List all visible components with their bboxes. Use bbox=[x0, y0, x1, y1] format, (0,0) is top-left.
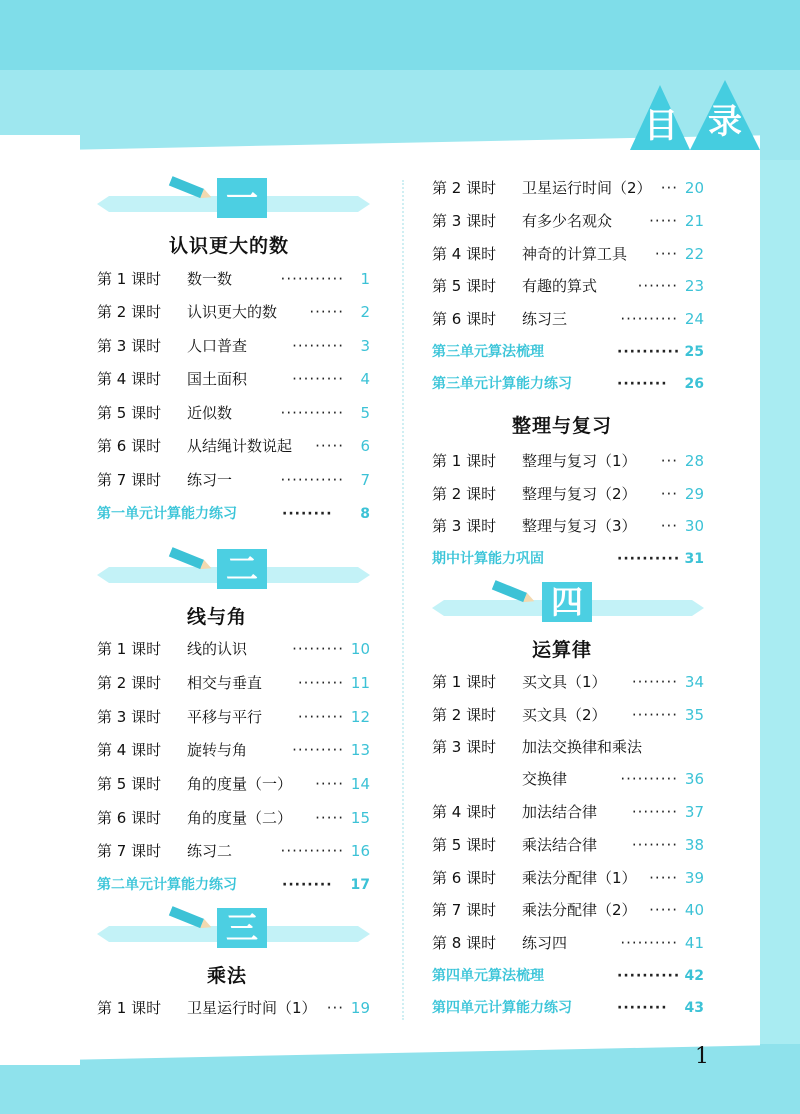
toc-entry[interactable] bbox=[432, 274, 704, 298]
summary-title: 第三单元计算能力练习 bbox=[432, 376, 572, 392]
lesson-title: 乘法分配律（1） bbox=[522, 869, 637, 887]
unit-number: 三 bbox=[217, 908, 267, 948]
lesson-label: 第 1 课时 bbox=[432, 673, 497, 691]
page-ref: 35 bbox=[684, 706, 704, 724]
page-ref: 3 bbox=[360, 337, 370, 355]
lesson-title: 加法交换律和乘法 bbox=[522, 738, 643, 756]
lesson-label: 第 3 课时 bbox=[432, 738, 497, 756]
summary-title: 第二单元计算能力练习 bbox=[97, 877, 237, 893]
unit-banner-1 bbox=[97, 179, 370, 217]
toc-entry[interactable] bbox=[97, 772, 370, 796]
toc-entry[interactable] bbox=[97, 637, 370, 661]
unit-banner-4 bbox=[432, 583, 704, 621]
lesson-label: 第 4 课时 bbox=[97, 370, 162, 388]
page-ref: 20 bbox=[684, 179, 704, 197]
toc-title-char-2: 录 bbox=[708, 102, 742, 142]
lesson-title: 买文具（1） bbox=[522, 673, 607, 691]
leader-dots: ··· bbox=[660, 179, 678, 197]
toc-entry[interactable] bbox=[432, 307, 704, 331]
toc-entry[interactable] bbox=[97, 996, 370, 1020]
toc-title-char-1: 目 bbox=[644, 106, 678, 146]
leader-dots: ········· bbox=[292, 370, 344, 388]
page-ref: 13 bbox=[350, 741, 370, 759]
lesson-label: 第 2 课时 bbox=[432, 179, 497, 197]
lesson-title: 练习一 bbox=[187, 471, 233, 489]
right-column bbox=[432, 0, 704, 1114]
lesson-title: 乘法结合律 bbox=[522, 836, 598, 854]
leader-dots: ··········· bbox=[280, 471, 344, 489]
page-ref: 30 bbox=[684, 517, 704, 535]
lesson-title: 练习二 bbox=[187, 842, 233, 860]
unit-banner-3 bbox=[97, 909, 370, 947]
page-ref: 34 bbox=[684, 673, 704, 691]
leader-dots: ······ bbox=[309, 303, 344, 321]
lesson-label: 第 6 课时 bbox=[432, 310, 497, 328]
leader-dots: ·········· bbox=[617, 968, 681, 984]
page-ref: 24 bbox=[684, 310, 704, 328]
page-number: 1 bbox=[695, 1044, 709, 1069]
leader-dots: ·········· bbox=[620, 934, 678, 952]
lesson-label: 第 3 课时 bbox=[432, 517, 497, 535]
leader-dots: ········ bbox=[631, 706, 678, 724]
lesson-label: 第 4 课时 bbox=[432, 803, 497, 821]
toc-entry[interactable] bbox=[97, 300, 370, 324]
leader-dots: ········ bbox=[617, 376, 668, 392]
leader-dots: ····· bbox=[315, 775, 344, 793]
page-ref: 19 bbox=[350, 999, 370, 1017]
toc-entry[interactable] bbox=[97, 267, 370, 291]
lesson-label: 第 1 课时 bbox=[97, 999, 162, 1017]
page-ref: 1 bbox=[360, 270, 370, 288]
page-ref: 31 bbox=[684, 551, 704, 567]
lesson-label: 第 1 课时 bbox=[97, 270, 162, 288]
toc-entry[interactable] bbox=[432, 670, 704, 694]
leader-dots: ·········· bbox=[617, 344, 681, 360]
page-ref: 28 bbox=[684, 452, 704, 470]
unit-title: 运算律 bbox=[532, 639, 593, 661]
leader-dots: ······· bbox=[637, 277, 678, 295]
lesson-title: 整理与复习（3） bbox=[522, 517, 637, 535]
toc-entry[interactable] bbox=[432, 735, 704, 759]
toc-entry[interactable] bbox=[432, 703, 704, 727]
leader-dots: ········ bbox=[631, 673, 678, 691]
lesson-title: 认识更大的数 bbox=[187, 303, 278, 321]
lesson-title: 从结绳计数说起 bbox=[187, 437, 293, 455]
lesson-label: 第 4 课时 bbox=[97, 741, 162, 759]
leader-dots: ····· bbox=[315, 437, 344, 455]
summary-entry[interactable] bbox=[432, 372, 704, 396]
toc-entry[interactable] bbox=[432, 866, 704, 890]
leader-dots: ········ bbox=[297, 708, 344, 726]
page-ref: 25 bbox=[684, 344, 704, 360]
leader-dots: ····· bbox=[649, 901, 678, 919]
leader-dots: ········ bbox=[297, 674, 344, 692]
page-ref: 39 bbox=[684, 869, 704, 887]
toc-entry[interactable] bbox=[97, 705, 370, 729]
toc-entry[interactable] bbox=[432, 898, 704, 922]
column-divider bbox=[402, 180, 404, 1020]
toc-entry[interactable] bbox=[97, 468, 370, 492]
lesson-title: 交换律 bbox=[522, 770, 568, 788]
unit-banner-2 bbox=[97, 550, 370, 588]
lesson-label: 第 2 课时 bbox=[97, 303, 162, 321]
lesson-label: 第 6 课时 bbox=[97, 809, 162, 827]
toc-entry[interactable] bbox=[432, 242, 704, 266]
page-ref: 7 bbox=[360, 471, 370, 489]
summary-title: 期中计算能力巩固 bbox=[432, 551, 544, 567]
leader-dots: ········ bbox=[631, 803, 678, 821]
lesson-title: 卫星运行时间（2） bbox=[522, 179, 652, 197]
page-ref: 8 bbox=[360, 506, 370, 522]
toc-entry[interactable] bbox=[97, 334, 370, 358]
summary-entry[interactable] bbox=[432, 964, 704, 988]
leader-dots: ··········· bbox=[280, 842, 344, 860]
page-ref: 42 bbox=[684, 968, 704, 984]
lesson-label: 第 6 课时 bbox=[97, 437, 162, 455]
page-ref: 40 bbox=[684, 901, 704, 919]
toc-entry[interactable] bbox=[432, 800, 704, 824]
summary-entry[interactable] bbox=[432, 547, 704, 571]
toc-entry[interactable] bbox=[432, 833, 704, 857]
page-ref: 15 bbox=[350, 809, 370, 827]
unit-number: 二 bbox=[217, 549, 267, 589]
leader-dots: ·········· bbox=[620, 770, 678, 788]
leader-dots: ··· bbox=[660, 485, 678, 503]
summary-entry[interactable] bbox=[432, 340, 704, 364]
lesson-title: 相交与垂直 bbox=[187, 674, 263, 692]
page-ref: 36 bbox=[684, 770, 704, 788]
page-ref: 37 bbox=[684, 803, 704, 821]
left-column bbox=[97, 0, 370, 1114]
lesson-label: 第 3 课时 bbox=[432, 212, 497, 230]
toc-entry[interactable] bbox=[97, 367, 370, 391]
lesson-label: 第 1 课时 bbox=[432, 452, 497, 470]
page-ref: 11 bbox=[350, 674, 370, 692]
lesson-label: 第 2 课时 bbox=[432, 706, 497, 724]
lesson-title: 旋转与角 bbox=[187, 741, 248, 759]
toc-entry[interactable] bbox=[432, 449, 704, 473]
lesson-label: 第 7 课时 bbox=[432, 901, 497, 919]
lesson-title: 角的度量（二） bbox=[187, 809, 293, 827]
summary-entry[interactable] bbox=[97, 873, 370, 897]
page-ref: 10 bbox=[350, 640, 370, 658]
lesson-label: 第 3 课时 bbox=[97, 337, 162, 355]
summary-entry[interactable] bbox=[97, 502, 370, 526]
lesson-label: 第 5 课时 bbox=[97, 404, 162, 422]
lesson-label: 第 7 课时 bbox=[97, 471, 162, 489]
lesson-label: 第 4 课时 bbox=[432, 245, 497, 263]
lesson-label: 第 5 课时 bbox=[432, 836, 497, 854]
summary-title: 第四单元算法梳理 bbox=[432, 968, 544, 984]
unit-title: 整理与复习 bbox=[512, 415, 613, 437]
page-ref: 17 bbox=[350, 877, 370, 893]
leader-dots: ········ bbox=[282, 877, 333, 893]
page-ref: 26 bbox=[684, 376, 704, 392]
toc-entry[interactable] bbox=[432, 931, 704, 955]
page-ref: 4 bbox=[360, 370, 370, 388]
toc-entry[interactable] bbox=[97, 839, 370, 863]
unit-title: 乘法 bbox=[207, 965, 248, 987]
page-ref: 41 bbox=[684, 934, 704, 952]
leader-dots: ··· bbox=[660, 517, 678, 535]
lesson-title: 平移与平行 bbox=[187, 708, 263, 726]
lesson-title: 近似数 bbox=[187, 404, 233, 422]
leader-dots: ········· bbox=[292, 337, 344, 355]
leader-dots: ·········· bbox=[620, 310, 678, 328]
page-ref: 29 bbox=[684, 485, 704, 503]
leader-dots: ········ bbox=[282, 506, 333, 522]
leader-dots: ··· bbox=[660, 452, 678, 470]
leader-dots: ········· bbox=[292, 640, 344, 658]
leader-dots: ··· bbox=[326, 999, 344, 1017]
toc-entry[interactable] bbox=[97, 434, 370, 458]
lesson-title: 神奇的计算工具 bbox=[522, 245, 628, 263]
lesson-title: 数一数 bbox=[187, 270, 233, 288]
page-ref: 38 bbox=[684, 836, 704, 854]
leader-dots: ········ bbox=[631, 836, 678, 854]
leader-dots: ·········· bbox=[617, 551, 681, 567]
lesson-title: 卫星运行时间（1） bbox=[187, 999, 317, 1017]
page-ref: 16 bbox=[350, 842, 370, 860]
lesson-title: 人口普查 bbox=[187, 337, 248, 355]
lesson-label: 第 1 课时 bbox=[97, 640, 162, 658]
toc-entry[interactable] bbox=[432, 176, 704, 200]
lesson-title: 练习三 bbox=[522, 310, 568, 328]
page-ref: 21 bbox=[684, 212, 704, 230]
leader-dots: ········· bbox=[292, 741, 344, 759]
lesson-title: 加法结合律 bbox=[522, 803, 598, 821]
leader-dots: ····· bbox=[649, 869, 678, 887]
lesson-title: 买文具（2） bbox=[522, 706, 607, 724]
unit-title: 线与角 bbox=[187, 606, 248, 628]
leader-dots: ····· bbox=[315, 809, 344, 827]
lesson-label: 第 5 课时 bbox=[97, 775, 162, 793]
summary-title: 第三单元算法梳理 bbox=[432, 344, 544, 360]
toc-entry[interactable] bbox=[97, 671, 370, 695]
summary-title: 第四单元计算能力练习 bbox=[432, 1000, 572, 1016]
leader-dots: ···· bbox=[654, 245, 678, 263]
lesson-label: 第 2 课时 bbox=[97, 674, 162, 692]
unit-title: 认识更大的数 bbox=[169, 235, 290, 257]
leader-dots: ··········· bbox=[280, 270, 344, 288]
lesson-label: 第 3 课时 bbox=[97, 708, 162, 726]
lesson-title: 有多少名观众 bbox=[522, 212, 613, 230]
lesson-title: 线的认识 bbox=[187, 640, 248, 658]
lesson-title: 乘法分配律（2） bbox=[522, 901, 637, 919]
unit-number: 四 bbox=[542, 582, 592, 622]
lesson-title: 国土面积 bbox=[187, 370, 248, 388]
summary-entry[interactable] bbox=[432, 996, 704, 1020]
page-ref: 6 bbox=[360, 437, 370, 455]
toc-entry[interactable] bbox=[97, 806, 370, 830]
toc-entry[interactable] bbox=[432, 482, 704, 506]
toc-entry[interactable] bbox=[97, 401, 370, 425]
toc-entry[interactable] bbox=[432, 514, 704, 538]
page-ref: 22 bbox=[684, 245, 704, 263]
page-ref: 2 bbox=[360, 303, 370, 321]
summary-title: 第一单元计算能力练习 bbox=[97, 506, 237, 522]
toc-entry[interactable] bbox=[432, 209, 704, 233]
lesson-label: 第 7 课时 bbox=[97, 842, 162, 860]
page-ref: 12 bbox=[350, 708, 370, 726]
page-ref: 43 bbox=[684, 1000, 704, 1016]
unit-number: 一 bbox=[217, 178, 267, 218]
page-ref: 14 bbox=[350, 775, 370, 793]
page-ref: 23 bbox=[684, 277, 704, 295]
page-ref: 5 bbox=[360, 404, 370, 422]
leader-dots: ··········· bbox=[280, 404, 344, 422]
lesson-title: 有趣的算式 bbox=[522, 277, 598, 295]
lesson-title: 整理与复习（2） bbox=[522, 485, 637, 503]
lesson-label: 第 8 课时 bbox=[432, 934, 497, 952]
toc-entry[interactable] bbox=[432, 767, 704, 791]
lesson-title: 整理与复习（1） bbox=[522, 452, 637, 470]
lesson-label: 第 2 课时 bbox=[432, 485, 497, 503]
lesson-title: 练习四 bbox=[522, 934, 568, 952]
lesson-label: 第 6 课时 bbox=[432, 869, 497, 887]
toc-entry[interactable] bbox=[97, 738, 370, 762]
leader-dots: ····· bbox=[649, 212, 678, 230]
lesson-label: 第 5 课时 bbox=[432, 277, 497, 295]
leader-dots: ········ bbox=[617, 1000, 668, 1016]
lesson-title: 角的度量（一） bbox=[187, 775, 293, 793]
